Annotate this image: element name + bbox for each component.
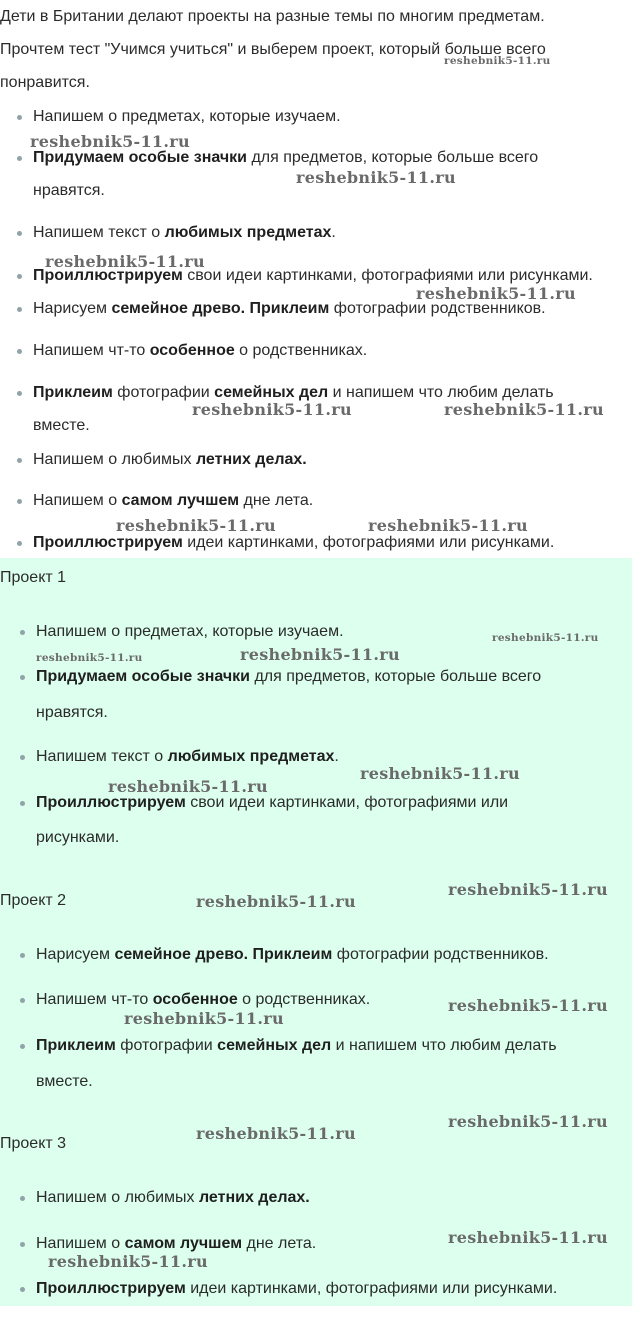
watermark: reshebnik5-11.ru (448, 880, 608, 899)
list-item-text: Напишем текст о (33, 224, 165, 241)
list-item (36, 784, 508, 821)
watermark: reshebnik5-11.ru (444, 400, 604, 419)
bullet-icon (17, 499, 22, 504)
watermark: reshebnik5-11.ru (444, 55, 551, 67)
bullet-icon (20, 630, 25, 635)
list-item (36, 1179, 310, 1216)
watermark: reshebnik5-11.ru (116, 516, 276, 535)
watermark: reshebnik5-11.ru (416, 284, 576, 303)
list-item-text: Напишем чт-то (33, 342, 150, 359)
list-item-bold: любимых предметах (167, 748, 335, 765)
watermark: reshebnik5-11.ru (448, 996, 608, 1015)
list-item-text: Напишем чт-то (36, 991, 153, 1008)
list-item-bold: семейное древо. Приклеим (111, 300, 330, 317)
list-item-text: фотографии (112, 384, 215, 401)
bullet-icon (17, 115, 22, 120)
list-item-bold: любимых предметах (164, 224, 332, 241)
bullet-icon (20, 675, 25, 680)
list-item (36, 738, 339, 775)
list-item (36, 1270, 557, 1307)
list-item-text: и напишем что любим делать (331, 1037, 557, 1054)
watermark: reshebnik5-11.ru (448, 1112, 608, 1131)
bullet-icon (20, 998, 25, 1003)
list-item (33, 100, 341, 133)
list-item-text: фотографии родственников. (332, 946, 549, 963)
watermark: reshebnik5-11.ru (368, 516, 528, 535)
watermark: reshebnik5-11.ru (45, 252, 205, 271)
list-item (33, 216, 336, 249)
list-item-bold: семейное древо. Приклеим (114, 946, 333, 963)
watermark: reshebnik5-11.ru (240, 645, 400, 664)
list-item-bold: самом лучшем (124, 1235, 243, 1252)
list-item-text: . (334, 748, 339, 765)
bullet-icon (17, 156, 22, 161)
list-item-bold: летних делах. (198, 1189, 310, 1206)
watermark: reshebnik5-11.ru (448, 1228, 608, 1247)
list-item-wrap: рисунками. (36, 829, 120, 846)
watermark: reshebnik5-11.ru (196, 892, 356, 911)
list-item-bold: Придумаем особые значки (33, 149, 248, 166)
list-item-bold: Проиллюстрируем (33, 267, 183, 284)
list-item-text: Нарисуем (36, 946, 115, 963)
bullet-icon (20, 755, 25, 760)
list-item-text: идеи картинками, фотографиями или рисунками. (185, 1280, 558, 1297)
list-item-text: идеи картинками, фотографиями или рисунками. (182, 534, 555, 551)
list-item-bold: семейных дел (217, 1037, 332, 1054)
list-item-text: дне лета. (239, 492, 314, 509)
list-item-text: о родственниках. (237, 991, 371, 1008)
list-item-text: Напишем о любимых (36, 1189, 199, 1206)
list-item-text: Напишем о любимых (33, 451, 196, 468)
bullet-icon (20, 1242, 25, 1247)
intro-line-2: Прочтем тест "Учимся учиться" и выберем проект, который больше всего (0, 41, 546, 58)
bullet-icon (17, 274, 22, 279)
bullet-icon (17, 458, 22, 463)
bullet-icon (17, 541, 22, 546)
list-item-bold: Проиллюстрируем (36, 794, 186, 811)
list-item-bold: Придумаем особые значки (36, 668, 251, 685)
list-item-text: для предметов, которые больше всего (247, 149, 539, 166)
bullet-icon (20, 953, 25, 958)
list-item-text: фотографии (115, 1037, 218, 1054)
list-item-text: дне лета. (242, 1235, 317, 1252)
watermark: reshebnik5-11.ru (192, 400, 352, 419)
list-item-text: Напишем о (36, 1235, 125, 1252)
bullet-icon (17, 231, 22, 236)
list-item (33, 334, 367, 367)
list-item-text: о родственниках. (234, 342, 368, 359)
list-item-bold: особенное (149, 342, 235, 359)
list-item-bold: особенное (152, 991, 238, 1008)
intro-line-1: Дети в Британии делают проекты на разные темы по многим предметам. (0, 8, 545, 25)
watermark: reshebnik5-11.ru (296, 168, 456, 187)
list-item-bold: Проиллюстрируем (33, 534, 183, 551)
watermark: reshebnik5-11.ru (30, 132, 190, 151)
project-1-title: Проект 1 (0, 569, 67, 586)
list-item-text: Напишем о предметах, которые изучаем. (33, 108, 341, 125)
list-item-wrap: нравятся. (33, 182, 105, 199)
list-item-bold: семейных дел (214, 384, 329, 401)
bullet-icon (20, 801, 25, 806)
bullet-icon (20, 1287, 25, 1292)
project-3-title: Проект 3 (0, 1135, 67, 1152)
list-item-text: Напишем о предметах, которые изучаем. (36, 623, 344, 640)
list-item-bold: Приклеим (33, 384, 113, 401)
watermark: reshebnik5-11.ru (124, 1009, 284, 1028)
bullet-icon (17, 349, 22, 354)
watermark: reshebnik5-11.ru (196, 1124, 356, 1143)
list-item-text: Нарисуем (33, 300, 112, 317)
list-item-text: для предметов, которые больше всего (250, 668, 542, 685)
list-item-bold: Приклеим (36, 1037, 116, 1054)
intro-line-3: понравится. (0, 74, 90, 91)
list-item-text: Напишем текст о (36, 748, 168, 765)
list-item-text: и напишем что любим делать (328, 384, 554, 401)
list-item (36, 1027, 557, 1064)
bullet-icon (17, 307, 22, 312)
project-2-title: Проект 2 (0, 892, 67, 909)
watermark: reshebnik5-11.ru (492, 632, 599, 644)
list-item-wrap: нравятся. (36, 704, 108, 721)
list-item-bold: самом лучшем (121, 492, 240, 509)
list-item (36, 936, 549, 973)
bullet-icon (20, 1044, 25, 1049)
watermark: reshebnik5-11.ru (360, 764, 520, 783)
list-item-text: Напишем о (33, 492, 122, 509)
watermark: reshebnik5-11.ru (108, 777, 268, 796)
list-item-bold: Проиллюстрируем (36, 1280, 186, 1297)
list-item-wrap: вместе. (36, 1073, 93, 1090)
list-item-text: свои идеи картинками, фотографиями или рисунками. (182, 267, 593, 284)
list-item-text: . (331, 224, 336, 241)
list-item (33, 443, 307, 476)
watermark: reshebnik5-11.ru (48, 1252, 208, 1271)
bullet-icon (20, 1196, 25, 1201)
list-item (33, 484, 313, 517)
list-item-wrap: вместе. (33, 417, 90, 434)
list-item-text: фотографии родственников. (329, 300, 546, 317)
list-item-bold: летних делах. (195, 451, 307, 468)
watermark: reshebnik5-11.ru (36, 652, 143, 664)
bullet-icon (17, 391, 22, 396)
list-item-text: свои идеи картинками, фотографиями или (185, 794, 509, 811)
